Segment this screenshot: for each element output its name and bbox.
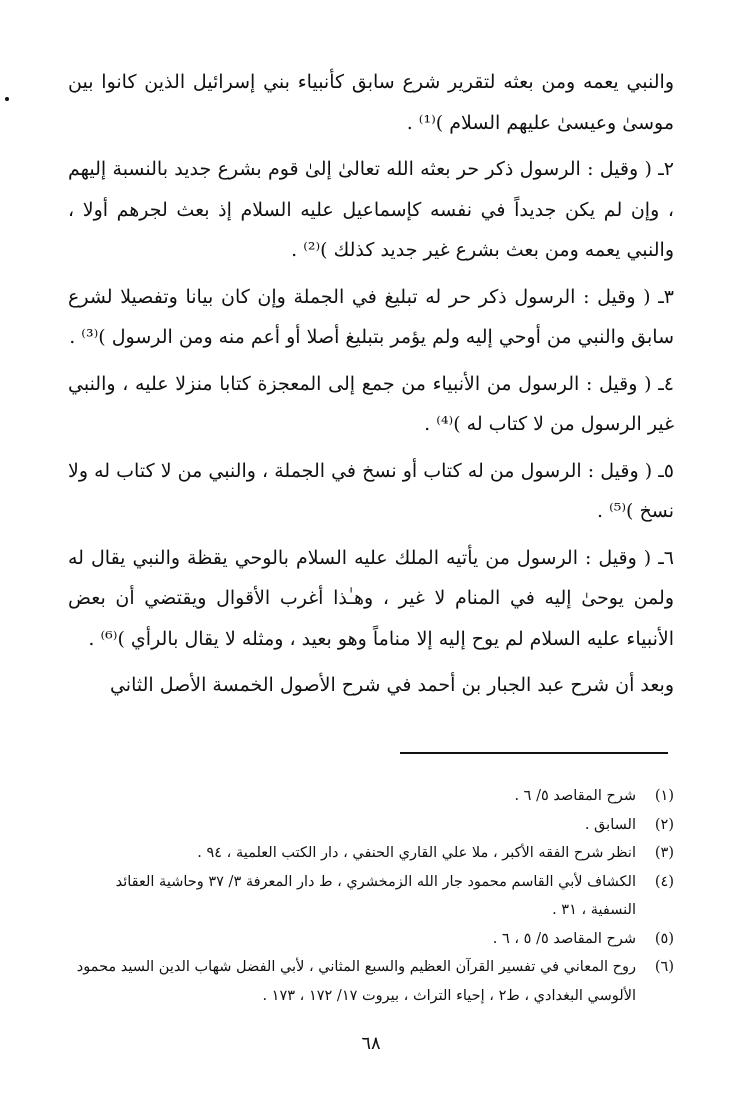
- footnote-item: [68, 868, 674, 925]
- footnotes: [68, 782, 674, 1010]
- footnote-item: [68, 925, 674, 954]
- footnote-item: [68, 811, 674, 840]
- footnote-number: (٥): [654, 930, 674, 947]
- footnote-item: [68, 953, 674, 1010]
- footnote-number: (٦): [654, 959, 674, 975]
- margin-dot: [5, 97, 9, 101]
- paragraph-6: ٦ـ ( وقيل : الرسول من يأتيه الملك عليه السلام بالوحي يقظة والنبي يقال له ولمن يوحىٰ إليه في المنام لا غير ، وهـٰذا أغرب الأقوال ويقتضي أن بعض الأنبياء عليه السلام لم يوح إليه إلا مناماً وهو بعيد ، ومثله لا يقال بالرأي )⁽⁶⁾ .: [68, 546, 674, 650]
- page-number: ٦٨: [361, 1033, 381, 1054]
- paragraph-5: ٥ـ ( وقيل : الرسول من له كتاب أو نسخ في الجملة ، والنبي من لا كتاب له ولا نسخ )⁽⁵⁾ .: [68, 459, 674, 522]
- main-text: [68, 62, 674, 712]
- footnote-text: السابق .: [584, 816, 636, 833]
- footnote-text: انظر شرح الفقه الأكبر ، ملا علي القاري الحنفي ، دار الكتب العلمية ، ٩٤ .: [197, 845, 636, 861]
- paragraph-1: والنبي يعمه ومن بعثه لتقرير شرع سابق كأنبياء بني إسرائيل الذين كانوا بين موسىٰ وعيسىٰ عليهم السلام )⁽¹⁾ .: [68, 71, 674, 134]
- footnote-text: الكشاف لأبي القاسم محمود جار الله الزمخشري ، ط دار المعرفة ٣/ ٣٧ وحاشية العقائد النسفية ، ٣١ .: [115, 873, 636, 918]
- footnote-number: (٤): [654, 873, 674, 890]
- footnote-text: شرح المقاصد ٥/ ٥ ، ٦ .: [492, 930, 636, 947]
- paragraph-4: ٤ـ ( وقيل : الرسول من الأنبياء من جمع إلى المعجزة كتابا منزلا عليه ، والنبي غير الرسول من لا كتاب له )⁽⁴⁾ .: [68, 372, 674, 435]
- footnote-number: (٣): [654, 845, 674, 861]
- footnote-item: [68, 839, 674, 868]
- paragraph-3: ٣ـ ( وقيل : الرسول ذكر حر له تبليغ في الجملة وإن كان بيانا وتفصيلا لشرع سابق والنبي من أوحي إليه ولم يؤمر بتبليغ أصلا أو أعم منه ومن الرسول )⁽³⁾ .: [68, 285, 674, 348]
- footnote-number: (١): [654, 788, 674, 804]
- footnote-text: روح المعاني في تفسير القرآن العظيم والسبع المثاني ، لأبي الفضل شهاب الدين السيد محمود الألوسي البغدادي ، ط٢ ، إحياء التراث ، بيروت ١٧/ ١٧٢ ، ١٧٣ .: [76, 959, 636, 1004]
- footnote-number: (٢): [654, 816, 674, 833]
- footnote-item: [68, 782, 674, 811]
- footnote-separator: [400, 752, 668, 754]
- paragraph-2: ٢ـ ( وقيل : الرسول ذكر حر بعثه الله تعالىٰ إلىٰ قوم بشرع جديد بالنسبة إليهم ، وإن لم يكن جديداً في نفسه كإسماعيل عليه السلام إذ بعث لجرهم أولا ، والنبي يعمه ومن بعث بشرع غير جديد كذلك )⁽²⁾ .: [68, 158, 674, 261]
- footnote-text: شرح المقاصد ٥/ ٦ .: [514, 788, 636, 804]
- paragraph-7: وبعد أن شرح عبد الجبار بن أحمد في شرح الأصول الخمسة الأصل الثاني: [109, 674, 674, 696]
